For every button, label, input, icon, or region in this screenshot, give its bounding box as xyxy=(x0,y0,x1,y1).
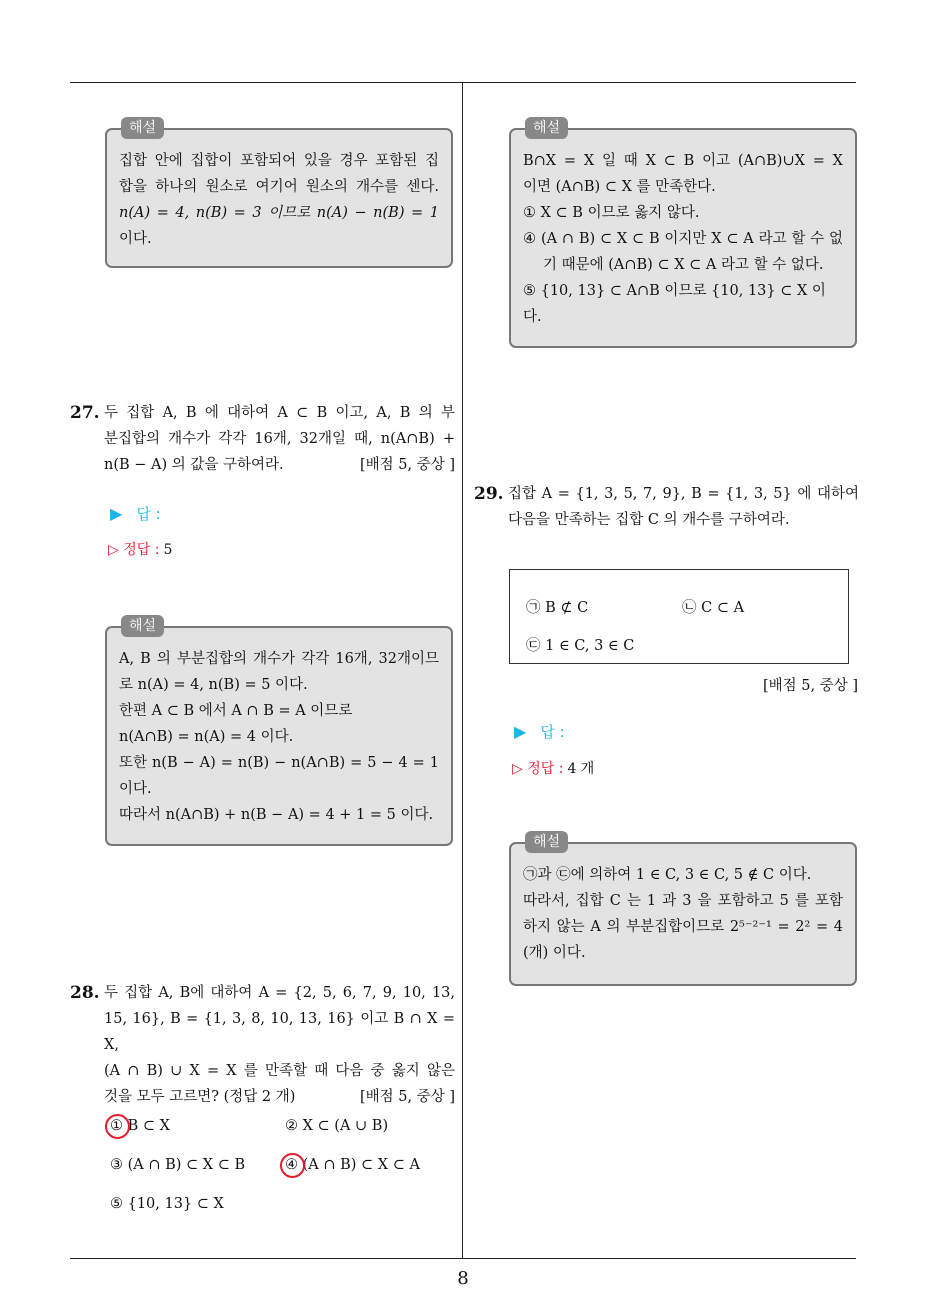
question-text: 분집합의 개수가 각각 16개, 32개일 때, n(A∩B) + xyxy=(104,431,455,447)
explanation-line: 집합 안에 집합이 포함되어 있을 경우 포함된 집 xyxy=(119,153,439,169)
question-text: 15, 16}, B = {1, 3, 8, 10, 13, 16} 이고 B ∩ X = X, xyxy=(104,1011,455,1053)
option-5[interactable]: ⑤ {10, 13} ⊂ X xyxy=(110,1196,224,1212)
correct-answer-29 xyxy=(512,758,594,778)
explanation-tag: 해설 xyxy=(121,117,164,139)
top-rule xyxy=(70,82,856,83)
correct-label: 정답 : xyxy=(527,761,564,777)
question-28 xyxy=(70,980,455,1110)
option-1[interactable]: ① B ⊂ X xyxy=(110,1118,170,1134)
question-number: 29. xyxy=(474,484,504,504)
correct-value: 5 xyxy=(163,542,173,558)
explanation-line: A, B 의 부분집합의 개수가 각각 16개, 32개이므 xyxy=(119,651,439,667)
explanation-line: B∩X = X 일 때 X ⊂ B 이고 (A∩B)∪X = X xyxy=(523,153,843,169)
explanation-line: n(A∩B) = n(A) = 4 이다. xyxy=(119,729,294,745)
score-label: [배점 5, 중상 ] xyxy=(359,1089,455,1105)
explanation-line: 따라서, 집합 C 는 1 과 3 을 포함하고 5 를 포함 xyxy=(523,893,843,909)
explanation-box-1 xyxy=(105,120,453,268)
explanation-line: (개) 이다. xyxy=(523,945,586,961)
play-icon: ▶ xyxy=(514,722,527,741)
option-3[interactable]: ③ (A ∩ B) ⊂ X ⊂ B xyxy=(110,1157,246,1173)
explanation-line: 또한 n(B − A) = n(B) − n(A∩B) = 5 − 4 = 1 xyxy=(119,755,439,771)
condition-box xyxy=(509,569,849,664)
explanation-tag: 해설 xyxy=(525,831,568,853)
correct-answer-27 xyxy=(108,539,172,559)
option-2[interactable]: ② X ⊂ (A ∪ B) xyxy=(285,1118,389,1134)
score-label: [배점 5, 중상 ] xyxy=(359,457,455,473)
explanation-line: ㉠과 ㉢에 의하여 1 ∈ C, 3 ∈ C, 5 ∉ C 이다. xyxy=(523,867,812,883)
explanation-tag: 해설 xyxy=(121,615,164,637)
answer-prompt-27 xyxy=(110,503,161,524)
explanation-line: 로 n(A) = 4, n(B) = 5 이다. xyxy=(119,677,308,693)
triangle-outline-icon: ▷ xyxy=(512,761,528,777)
condition-2: ㉡ C ⊂ A xyxy=(682,600,745,616)
condition-3: ㉢ 1 ∈ C, 3 ∈ C xyxy=(526,638,635,654)
correct-label: 정답 : xyxy=(123,542,160,558)
explanation-line: 이다. xyxy=(119,231,152,247)
explanation-box-4 xyxy=(509,834,857,986)
answer-prompt-29 xyxy=(514,721,565,742)
answer-label: 답 : xyxy=(136,505,161,523)
score-label-29: [배점 5, 중상 ] xyxy=(762,678,858,694)
explanation-line: ① X ⊂ B 이므로 옳지 않다. xyxy=(523,205,700,221)
question-27 xyxy=(70,400,455,478)
explanation-box-2 xyxy=(509,120,857,348)
correct-value: 4 개 xyxy=(567,761,595,777)
explanation-line: 이면 (A∩B) ⊂ X 를 만족한다. xyxy=(523,179,716,195)
question-text: 집합 A = {1, 3, 5, 7, 9}, B = {1, 3, 5} 에 대하여 xyxy=(508,486,859,502)
column-divider xyxy=(462,83,463,1258)
explanation-tag: 해설 xyxy=(525,117,568,139)
explanation-line: 이다. xyxy=(119,781,152,797)
bottom-rule xyxy=(70,1258,856,1259)
explanation-line: n(A) = 4, n(B) = 3 이므로 n(A) − n(B) = 1 xyxy=(119,205,439,221)
explanation-line: 하지 않는 A 의 부분집합이므로 2⁵⁻²⁻¹ = 2² = 4 xyxy=(523,919,843,935)
option-4[interactable]: ④ (A ∩ B) ⊂ X ⊂ A xyxy=(285,1157,420,1173)
explanation-box-3 xyxy=(105,618,453,846)
play-icon: ▶ xyxy=(110,504,123,523)
question-text: 두 집합 A, B 에 대하여 A ⊂ B 이고, A, B 의 부 xyxy=(104,405,455,421)
question-text: 두 집합 A, B에 대하여 A = {2, 5, 6, 7, 9, 10, 13, xyxy=(104,985,455,1001)
page-number: 8 xyxy=(457,1268,469,1289)
condition-1: ㉠ B ⊄ C xyxy=(526,600,589,616)
question-text: n(B − A) 의 값을 구하여라. xyxy=(104,457,284,473)
question-number: 28. xyxy=(70,983,100,1003)
explanation-line: ⑤ {10, 13} ⊂ A∩B 이므로 {10, 13} ⊂ X 이다. xyxy=(523,283,826,325)
question-text: (A ∩ B) ∪ X = X 를 만족할 때 다음 중 옳지 않은 xyxy=(104,1063,455,1079)
explanation-line: 합을 하나의 원소로 여기어 원소의 개수를 센다. xyxy=(119,179,439,195)
explanation-line: 한편 A ⊂ B 에서 A ∩ B = A 이므로 xyxy=(119,703,353,719)
question-text: 것을 모두 고르면? (정답 2 개) xyxy=(104,1089,296,1105)
question-29 xyxy=(474,481,859,533)
selected-mark-option-4 xyxy=(280,1153,305,1178)
triangle-outline-icon: ▷ xyxy=(108,542,124,558)
explanation-line: ④ (A ∩ B) ⊂ X ⊂ B 이지만 X ⊂ A 라고 할 수 없기 때문에 (A∩B) ⊂ X ⊂ A 라고 할 수 없다. xyxy=(523,231,843,273)
answer-label: 답 : xyxy=(540,723,565,741)
question-number: 27. xyxy=(70,403,100,423)
selected-mark-option-1 xyxy=(105,1114,130,1139)
explanation-line: 따라서 n(A∩B) + n(B − A) = 4 + 1 = 5 이다. xyxy=(119,807,434,823)
question-text: 다음을 만족하는 집합 C 의 개수를 구하여라. xyxy=(508,512,790,528)
